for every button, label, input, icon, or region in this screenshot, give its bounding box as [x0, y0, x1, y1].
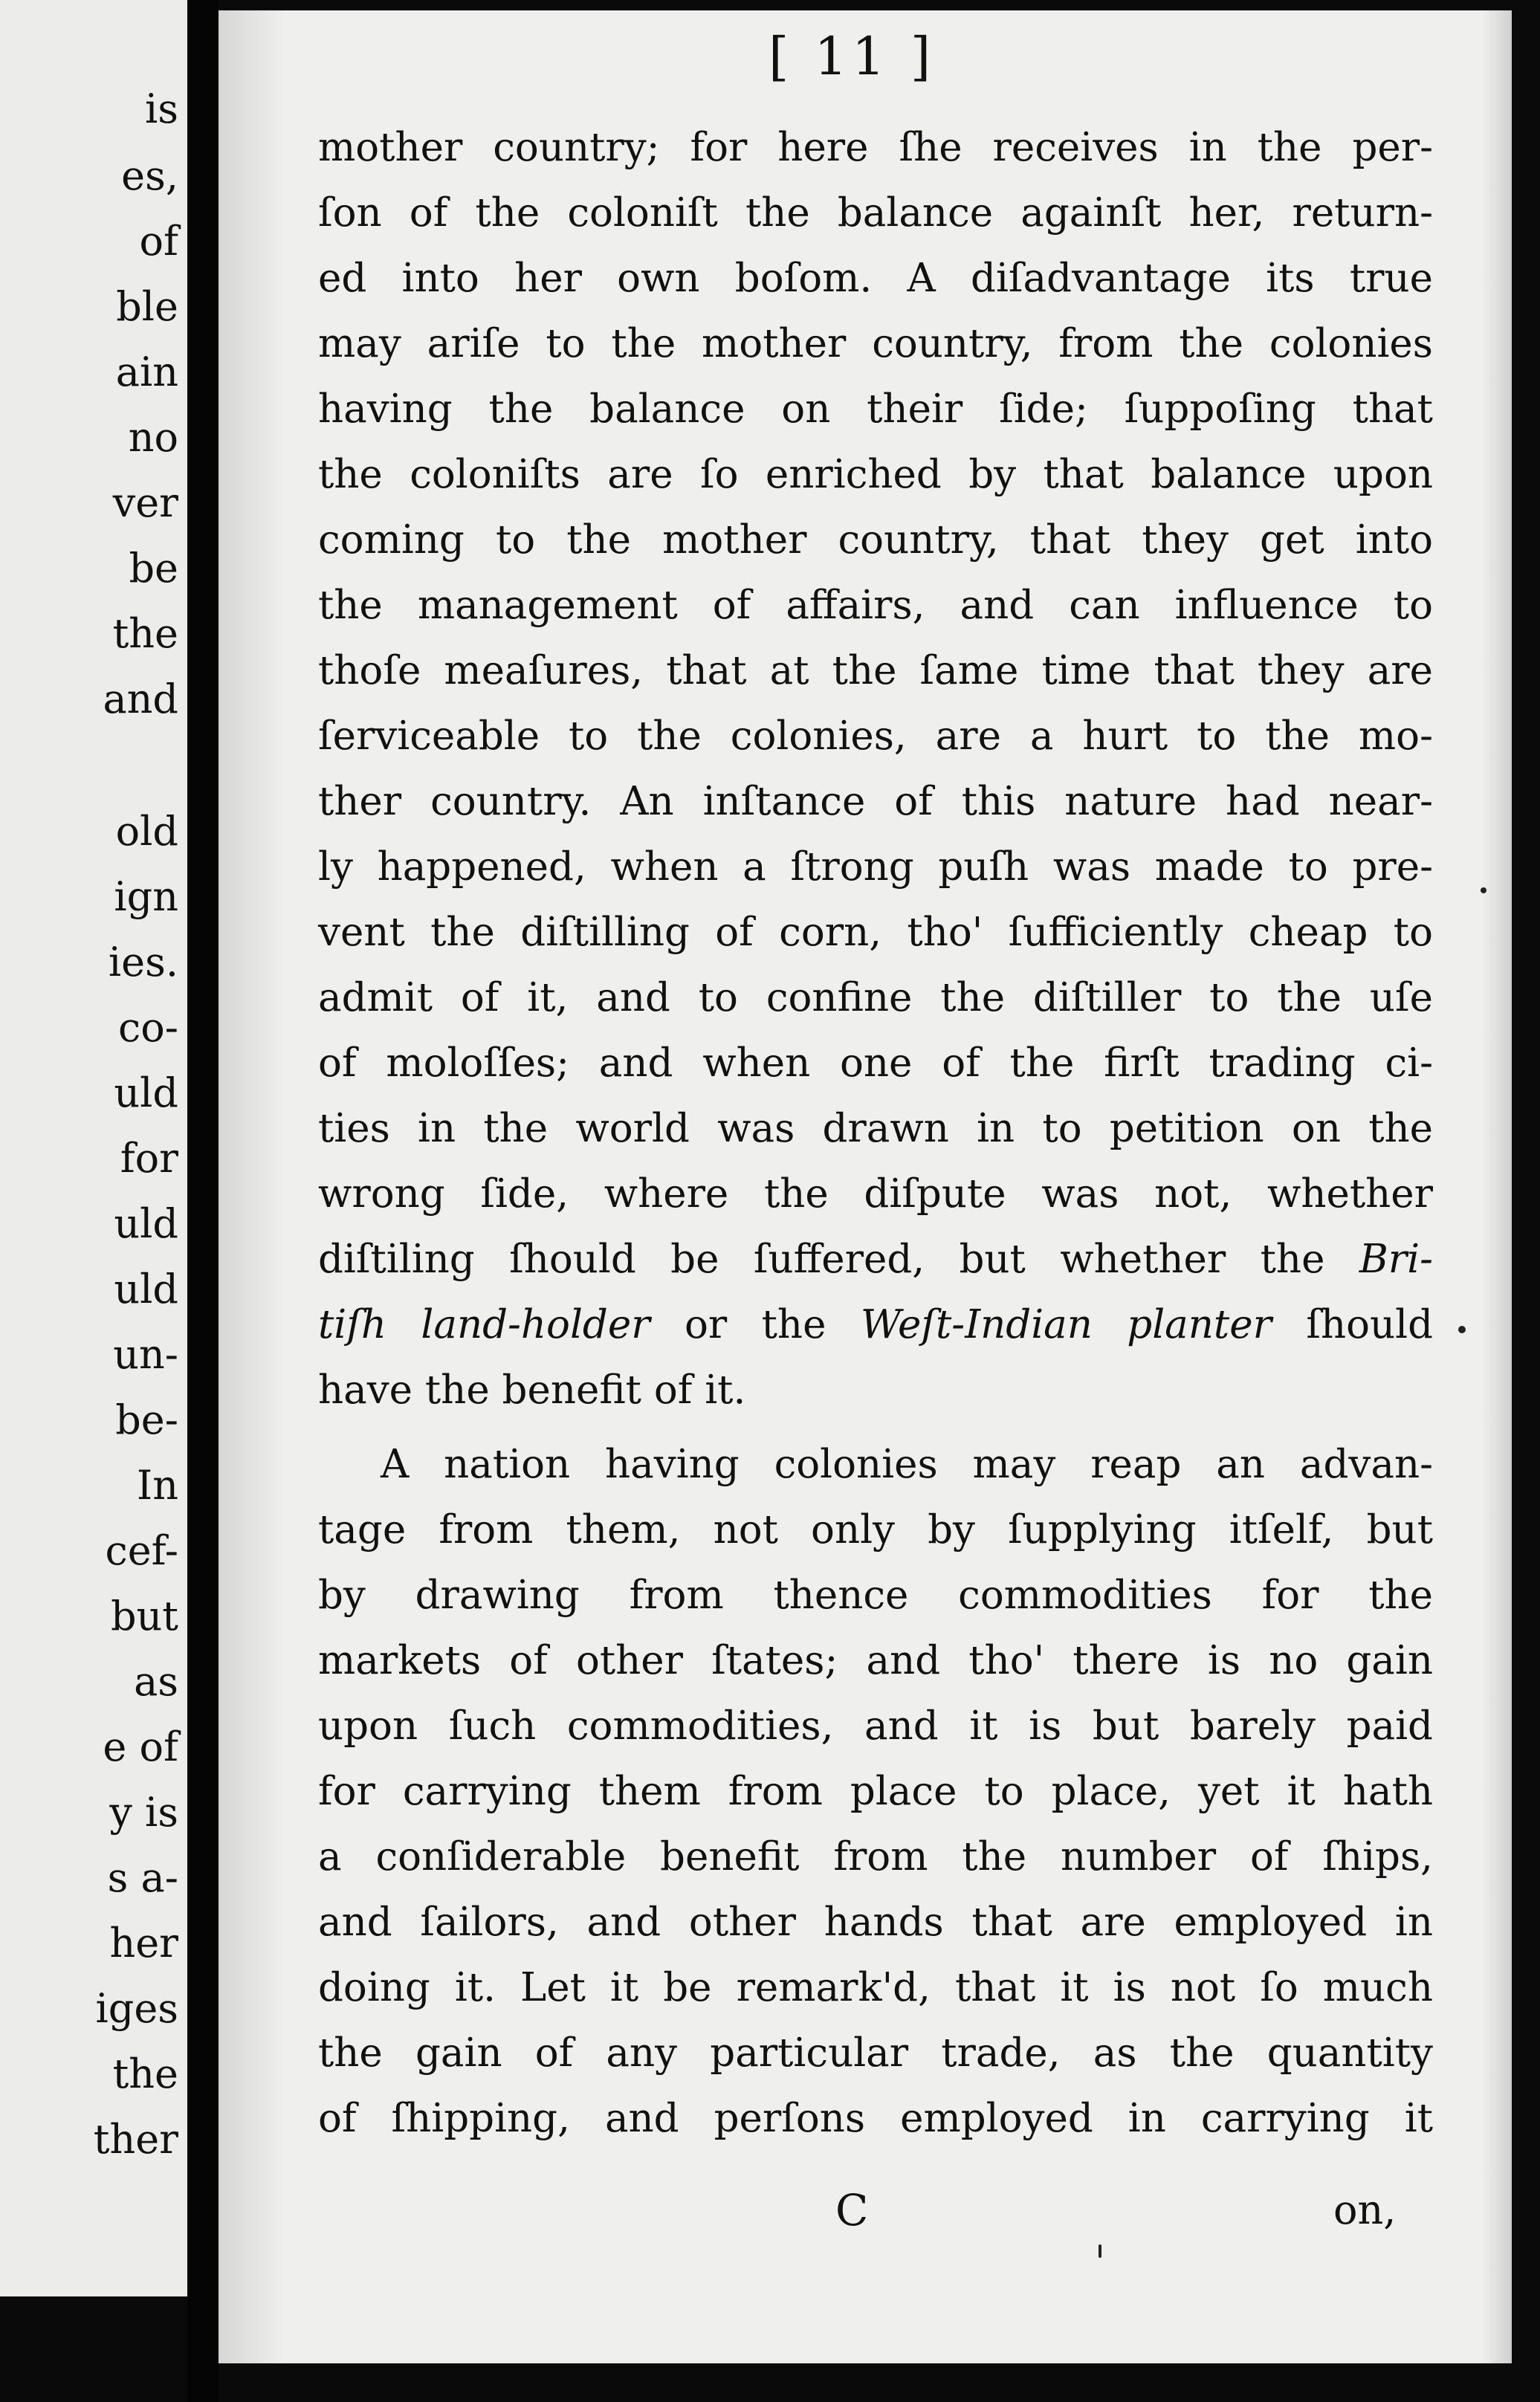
text-line: admit of it, and to confine the diſtiller to the uſe [318, 975, 1433, 1020]
text-line: thoſe meaſures, that at the ſame time that they are [318, 648, 1433, 693]
left-page-fragment: y is [109, 1789, 178, 1836]
text-line [318, 1292, 1433, 1359]
left-page-fragment: e of [103, 1723, 178, 1770]
text-line: ſerviceable to the colonies, are a hurt to the mo- [318, 713, 1433, 759]
right-page [219, 10, 1512, 2363]
left-page-fragment: s a- [107, 1854, 178, 1901]
text-line: the coloniſts are ſo enriched by that balance upon [318, 452, 1433, 497]
text-line: markets of other ſtates; and tho' there is no gain [318, 1638, 1433, 1683]
left-page-fragment: ign [114, 873, 178, 920]
left-page-fragment: uld [114, 1200, 178, 1247]
ink-speck [1099, 2244, 1101, 2258]
book-gutter [187, 0, 219, 2402]
left-page-fragment: be [129, 545, 178, 592]
paragraph-first-line: A nation having colonies may reap an advan- [381, 1442, 1433, 1487]
page-number: [ 11 ] [769, 26, 936, 87]
text-line [318, 1226, 1433, 1293]
italic-text: tiſh land-holder [318, 1302, 650, 1347]
left-page-fragment: her [109, 1920, 178, 1966]
left-page-fragment: uld [114, 1266, 178, 1312]
text-line-part: ſhould [1306, 1302, 1433, 1347]
left-page-fragment: uld [114, 1069, 178, 1116]
text-line-part: diſtiling ſhould be ſuffered, but whether the [318, 1237, 1325, 1282]
text-line: for carrying them from place to place, yet it hath [318, 1769, 1433, 1814]
left-page-fragment: no [128, 414, 178, 461]
left-page-fragment: ain [115, 349, 178, 395]
left-page-fragment: and [103, 676, 178, 722]
left-page-fragment: for [120, 1135, 178, 1182]
left-page-fragment: In [136, 1462, 178, 1509]
text-line-part: or the [684, 1302, 826, 1347]
text-line: and ſailors, and other hands that are employed in [318, 1900, 1433, 1945]
left-page-fragment: of [139, 218, 178, 265]
left-page-fragment: ble [116, 283, 178, 330]
text-line: a conſiderable benefit from the number of ſhips, [318, 1834, 1433, 1880]
left-page-fragment: ver [112, 479, 178, 526]
page-shadow [219, 10, 285, 2363]
left-page-fragment: as [134, 1658, 178, 1705]
text-line: ther country. An inſtance of this nature had near- [318, 779, 1433, 824]
left-page-fragment: cef- [105, 1527, 178, 1574]
signature-mark: C [835, 2185, 869, 2236]
ink-speck [1458, 1326, 1466, 1333]
text-line: having the balance on their ſide; ſuppoſing that [318, 386, 1433, 432]
text-line: coming to the mother country, that they get into [318, 517, 1433, 563]
italic-text: Bri- [1359, 1237, 1433, 1282]
text-line: may ariſe to the mother country, from the colonies [318, 321, 1433, 366]
left-page-fragment: be- [115, 1396, 178, 1443]
left-page-fragment: un- [113, 1331, 178, 1378]
italic-text: Weſt-Indian planter [860, 1302, 1272, 1347]
text-line: ly happened, when a ſtrong puſh was made to pre- [318, 844, 1433, 890]
text-line: wrong ſide, where the diſpute was not, whether [318, 1171, 1433, 1217]
text-line: ed into her own boſom. A diſadvantage its true [318, 256, 1433, 301]
left-page-fragment: es, [121, 152, 178, 199]
text-line: ties in the world was drawn in to petition on the [318, 1106, 1433, 1151]
text-line: mother country; for here ſhe receives in the per- [318, 125, 1433, 170]
text-line: doing it. Let it be remark'd, that it is not ſo much [318, 1965, 1433, 2010]
left-page-fragment: ies. [108, 939, 178, 985]
left-page-fragment: the [112, 610, 178, 657]
text-line: the gain of any particular trade, as the quantity [318, 2030, 1433, 2076]
text-line: tage from them, not only by ſupplying itſelf, but [318, 1507, 1433, 1553]
catchword: on, [1333, 2186, 1397, 2233]
left-page-fragment: the [112, 2050, 178, 2097]
left-page [0, 0, 187, 2296]
left-page-fragment: iges [95, 1985, 178, 2032]
page-edge [1482, 10, 1512, 2363]
left-page-fragment: is [145, 85, 178, 132]
text-line: the management of affairs, and can influence to [318, 583, 1433, 628]
text-line: vent the diſtilling of corn, tho' ſufficiently cheap to [318, 910, 1433, 955]
text-line: of moloſſes; and when one of the firſt trading ci- [318, 1040, 1433, 1086]
text-line: upon ſuch commodities, and it is but barely paid [318, 1703, 1433, 1749]
text-line: ſon of the coloniſt the balance againſt her, return- [318, 190, 1433, 236]
left-page-fragment: ther [93, 2116, 178, 2163]
left-page-fragment: but [110, 1593, 178, 1639]
text-line: have the benefit of it. [318, 1367, 746, 1413]
left-page-fragment: co- [118, 1004, 178, 1051]
text-line: by drawing from thence commodities for the [318, 1573, 1433, 1618]
text-line: of ſhipping, and perſons employed in carrying it [318, 2096, 1433, 2141]
left-page-fragment: old [115, 808, 178, 855]
ink-speck [1481, 887, 1486, 893]
